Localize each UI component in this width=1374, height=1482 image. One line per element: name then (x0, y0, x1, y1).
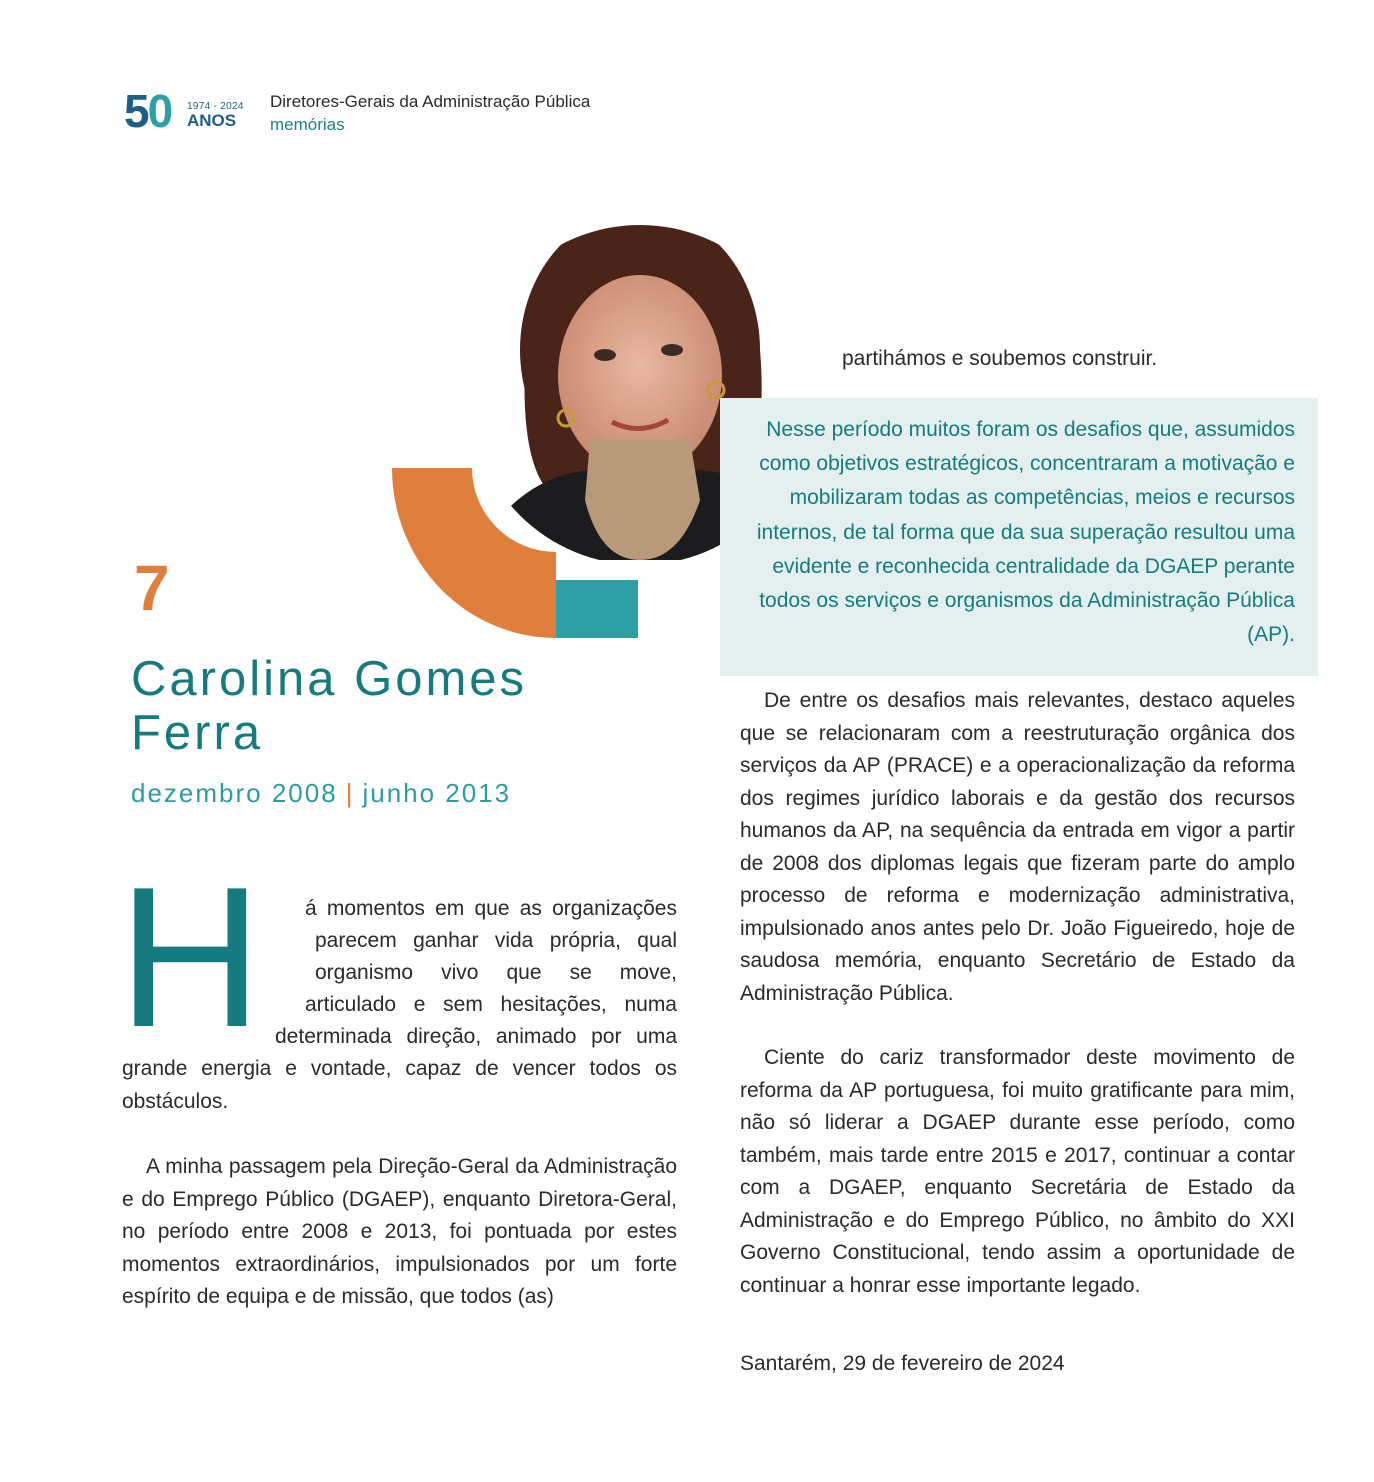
paragraph-4: Ciente do cariz transformador deste movimento de reforma da AP portuguesa, foi muito gratificante para mim, não só liderar a DGAEP durante esse período, como também, mais tarde entre 2015 e 2017, continuar a contar com a DGAEP, enquanto Secretária de Estado da Administração e do Emprego Público, no âmbito do XXI Governo Constitucional, tendo assim a oportunidade de continuar a honrar esse importante legado. (740, 1046, 1295, 1297)
date-end: junho 2013 (362, 778, 512, 808)
header-title: Diretores-Gerais da Administração Pública (270, 92, 591, 111)
chapter-number: 7 (134, 552, 170, 624)
date-separator: | (345, 778, 355, 808)
intro-line-1: á momentos em que as organizações (305, 897, 677, 920)
continuation-text: partihámos e soubemos construir. (842, 347, 1158, 370)
teal-block (556, 580, 638, 638)
intro-line-4: articulado e sem hesitações, numa (305, 993, 677, 1016)
intro-paragraph-rest: grande energia e vontade, capaz de vencer todos os obstáculos. (122, 1057, 677, 1113)
signature-line: Santarém, 29 de fevereiro de 2024 (740, 1352, 1065, 1375)
logo-years: 1974 - 2024 (187, 101, 244, 112)
intro-line-5: determinada direção, animado por uma (275, 1025, 677, 1048)
header-subtitle: memórias (270, 115, 345, 134)
intro-line-3: organismo vivo que se move, (315, 961, 677, 984)
term-dates (131, 778, 511, 809)
dropcap-letter: H (118, 846, 263, 1069)
paragraph-3: De entre os desafios mais relevantes, destaco aqueles que se relacionaram com a reestruturação orgânica dos serviços da AP (PRACE) e a operacionalização da reforma dos regimes jurídico laborais e da gestão dos recursos humanos da AP, na sequência da entrada em vigor a partir de 2008 dos diplomas legais que fizeram parte do amplo processo de reforma e modernização administrativa, impulsionado anos antes pelo Dr. João Figueiredo, hoje de saudosa memória, enquanto Secretário de Estado da Administração Pública. (740, 689, 1295, 1005)
date-start: dezembro 2008 (131, 778, 338, 808)
person-name: Carolina Gomes Ferra (131, 652, 528, 760)
paragraph-2: A minha passagem pela Direção-Geral da Administração e do Emprego Público (DGAEP), enquanto Diretora-Geral, no período entre 2008 e 2013, foi pontuada por estes momentos extraordinários, impulsionados por um forte espírito de equipa e de missão, que todos (as) (122, 1155, 677, 1308)
highlight-quote: Nesse período muitos foram os desafios que, assumidos como objetivos estratégicos, concentraram a motivação e mobilizaram todas as competências, meios e recursos internos, de tal forma que da sua superação resultou uma evidente e reconhecida centralidade da DGAEP perante todos os serviços e organismos da Administração Pública (AP). (756, 418, 1295, 647)
intro-line-2: parecem ganhar vida própria, qual (315, 929, 677, 952)
logo-anos: ANOS (187, 111, 237, 130)
logo-digit-0: 0 (147, 85, 172, 137)
logo-digit-5: 5 (124, 85, 148, 137)
